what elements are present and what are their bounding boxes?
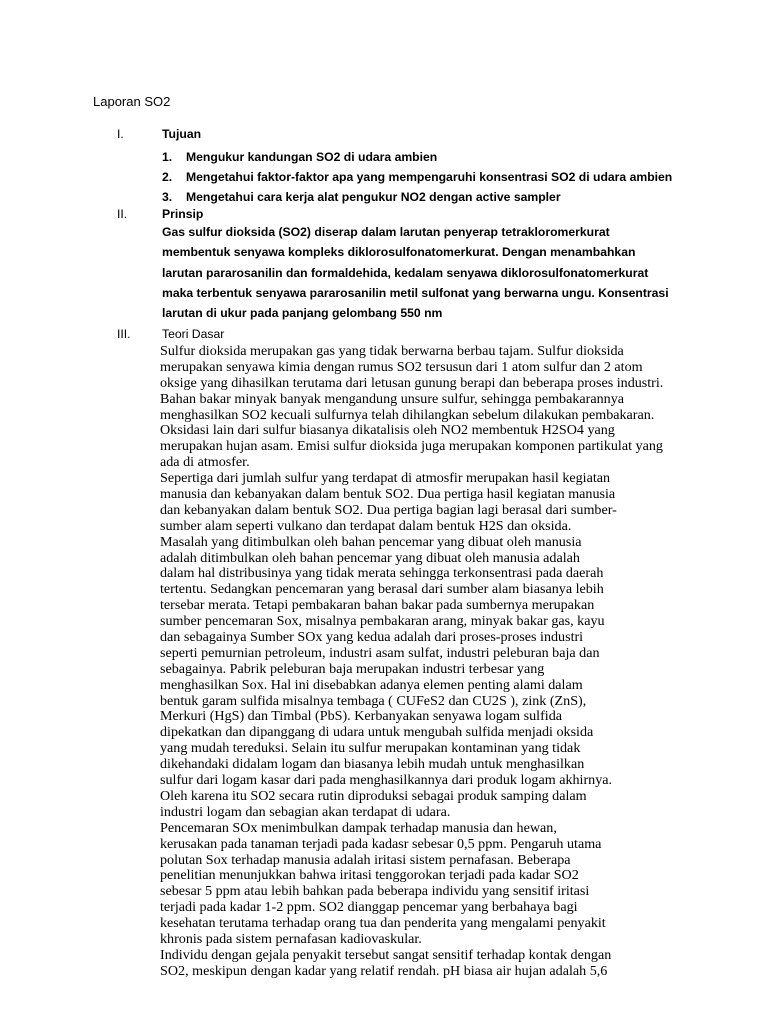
paragraph-line: Gas sulfur dioksida (SO2) diserap dalam larutan penyerap tetrakloromerkurat: [162, 225, 610, 239]
paragraph-line: sebagainya. Pabrik peleburan baja merupakan industri terbesar yang: [160, 660, 545, 677]
section-number: II.: [117, 207, 128, 221]
list-item: [162, 147, 672, 167]
paragraph-line: larutan pararosanilin dan formaldehida, kedalam senyawa diklorosulfonatomerkurat: [162, 265, 649, 280]
paragraph-line: menghasilkan SO2 kecuali sulfurnya telah dihilangkan sebelum dilakukan pembakaran.: [160, 406, 655, 423]
paragraph-line: SO2, meskipun dengan kadar yang relatif rendah. pH biasa air hujan adalah 5,6: [160, 962, 608, 979]
paragraph-line: kesehatan terutama terhadap orang tua dan penderita yang mengalami penyakit: [160, 915, 606, 932]
paragraph-line: Individu dengan gejala penyakit tersebut sangat sensitif terhadap kontak dengan: [160, 946, 612, 963]
paragraph-line: polutan Sox terhadap manusia adalah iritasi sistem pernafasan. Beberapa: [160, 851, 571, 868]
document-title: Laporan SO2: [93, 94, 171, 109]
list-item-text: Mengukur kandungan SO2 di udara ambien: [186, 150, 438, 164]
objectives-list: [162, 147, 672, 207]
paragraph-line: menghasilkan Sox. Hal ini disebabkan adanya elemen penting alami dalam: [160, 676, 583, 693]
section-number: III.: [117, 327, 131, 341]
list-item-number: 1.: [162, 150, 173, 164]
paragraph-line: sulfur dari logam kasar dari pada menghasilkannya dari produk logam akhirnya.: [160, 772, 613, 789]
paragraph-line: dikehandaki didalam logam dan biasanya lebih mudah untuk menghasilkan: [160, 756, 585, 773]
paragraph-line: membentuk senyawa kompleks diklorosulfonatomerkurat. Dengan menambahkan: [162, 245, 636, 260]
section-number: I.: [117, 127, 124, 141]
paragraph-line: dan sebagainya Sumber SOx yang kedua adalah dari proses-proses industri: [160, 629, 584, 646]
paragraph-line: Bahan bakar minyak banyak mengandung unsure sulfur, sehingga pembakarannya: [160, 390, 624, 407]
paragraph-line: sebesar 5 ppm atau lebih bahkan pada beberapa individu yang sensitif iritasi: [160, 883, 590, 900]
paragraph-line: seperti pemurnian petroleum, industri asam sulfat, industri peleburan baja dan: [160, 644, 600, 661]
section-title: Tujuan: [162, 127, 202, 141]
list-item-text: Mengetahui cara kerja alat pengukur NO2 dengan active sampler: [186, 190, 561, 204]
paragraph-line: industri logam dan sebagian akan terdapat di udara.: [160, 803, 451, 820]
list-item: [162, 187, 672, 207]
paragraph-line: manusia dan kebanyakan dalam bentuk SO2. Dua pertiga hasil kegiatan manusia: [160, 486, 616, 503]
paragraph-line: oksige yang dihasilkan terutama dari letusan gunung berapi dan beberapa proses industri.: [160, 374, 664, 391]
theory-paragraph: [160, 344, 680, 980]
list-item-number: 2.: [162, 170, 173, 184]
list-item-number: 3.: [162, 190, 173, 204]
paragraph-line: sumber pencemaran Sox, misalnya pembakaran arang, minyak bakar gas, kayu: [160, 613, 605, 630]
paragraph-line: Sepertiga dari jumlah sulfur yang terdapat di atmosfir merupakan hasil kegiatan: [160, 470, 611, 487]
paragraph-line: ada di atmosfer.: [160, 454, 250, 471]
paragraph-line: kerusakan pada tanaman terjadi pada kadasr sebesar 0,5 ppm. Pengaruh utama: [160, 835, 602, 852]
paragraph-line: dipekatkan dan dipanggang di udara untuk mengubah sulfida menjadi oksida: [160, 724, 594, 741]
paragraph-line: tersebar merata. Tetapi pembakaran bahan bakar pada sumbernya merupakan: [160, 597, 595, 614]
paragraph-line: merupakan hujan asam. Emisi sulfur dioksida juga merupakan komponen partikulat yang: [160, 438, 663, 455]
section-title: Prinsip: [162, 207, 204, 221]
paragraph-line: Oleh karena itu SO2 secara rutin diproduksi sebagai produk samping dalam: [160, 787, 587, 804]
paragraph-line: sumber alam seperti vulkano dan terdapat dalam bentuk H2S dan oksida.: [160, 517, 572, 534]
section-title: Teori Dasar: [162, 327, 225, 341]
paragraph-line: Sulfur dioksida merupakan gas yang tidak berwarna berbau tajam. Sulfur dioksida: [160, 343, 624, 359]
paragraph-line: Oksidasi lain dari sulfur biasanya dikatalisis oleh NO2 membentuk H2SO4 yang: [160, 422, 615, 439]
paragraph-line: larutan di ukur pada panjang gelombang 550 nm: [162, 306, 443, 321]
paragraph-line: Masalah yang ditimbulkan oleh bahan pencemar yang dibuat oleh manusia: [160, 533, 582, 550]
paragraph-line: khronis pada sistem pernafasan kadiovaskular.: [160, 930, 422, 947]
paragraph-line: adalah ditimbulkan oleh bahan pencemar yang dibuat oleh manusia adalah: [160, 549, 580, 566]
paragraph-line: terjadi pada kadar 1-2 ppm. SO2 dianggap pencemar yang berbahaya bagi: [160, 899, 578, 916]
paragraph-line: bentuk garam sulfida misalnya tembaga ( CUFeS2 dan CU2S ), zink (ZnS),: [160, 692, 587, 709]
list-item-text: Mengetahui faktor-faktor apa yang mempengaruhi konsentrasi SO2 di udara ambien: [186, 170, 673, 184]
paragraph-line: merupakan senyawa kimia dengan rumus SO2 tersusun dari 1 atom sulfur dan 2 atom: [160, 358, 643, 375]
paragraph-line: dalam hal distribusinya yang tidak merata sehingga terkonsentrasi pada daerah: [160, 565, 604, 582]
paragraph-line: tertentu. Sedangkan pencemaran yang berasal dari sumber alam biasanya lebih: [160, 581, 604, 598]
list-item: [162, 167, 672, 187]
paragraph-line: Merkuri (HgS) dan Timbal (PbS). Kerbanyakan senyawa logam sulfida: [160, 708, 562, 725]
paragraph-line: Pencemaran SOx menimbulkan dampak terhadap manusia dan hewan,: [160, 819, 557, 836]
paragraph-line: maka terbentuk senyawa pararosanilin metil sulfonat yang berwarna ungu. Konsentrasi: [162, 285, 669, 300]
paragraph-line: yang mudah tereduksi. Selain itu sulfur merupakan kontaminan yang tidak: [160, 740, 581, 757]
paragraph-line: dan kebanyakan dalam bentuk SO2. Dua pertiga bagian lagi berasal dari sumber-: [160, 501, 617, 518]
principle-paragraph: [162, 222, 682, 323]
paragraph-line: penelitian menunjukkan bahwa iritasi tenggorokan terjadi pada kadar SO2: [160, 867, 579, 884]
